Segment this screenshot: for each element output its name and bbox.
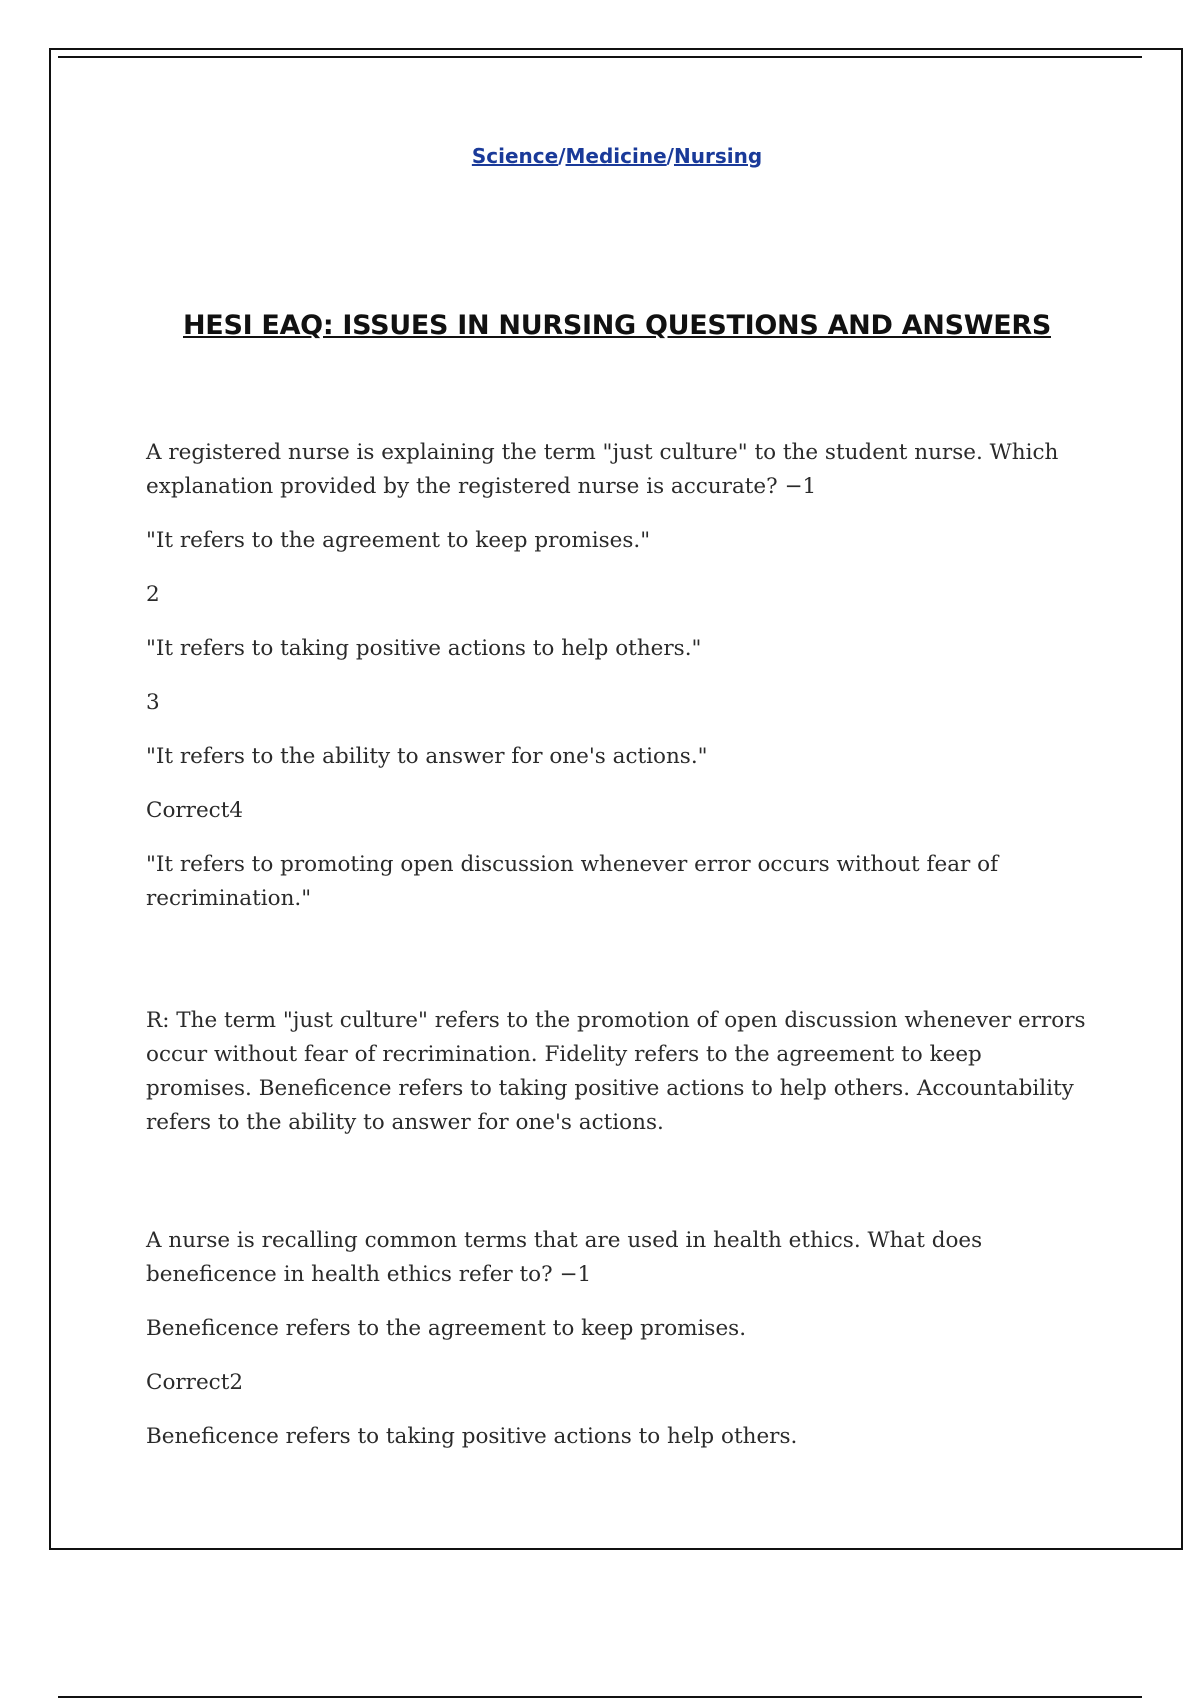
question-1-option-number: 3: [146, 690, 160, 715]
question-1-rationale: R: The term "just culture" refers to the promotion of open discussion whenever errors occur without fear of recrimination. Fidelity refers to the agreement to keep promises. Beneficence refers to taking positive actions to help others. Accountability refers to the ability to answer for one's actions.: [146, 1008, 1086, 1135]
breadcrumb-separator: /: [558, 144, 566, 168]
question-2-option-1: Beneficence refers to the agreement to keep promises.: [146, 1316, 747, 1341]
question-2-option-2: Beneficence refers to taking positive actions to help others.: [146, 1424, 798, 1449]
document-body: [146, 436, 1086, 1474]
question-1-option-3: "It refers to the ability to answer for one's actions.": [146, 744, 708, 769]
question-2-prompt: A nurse is recalling common terms that are used in health ethics. What does beneficence in health ethics refer to? −1: [146, 1228, 983, 1287]
question-1-option-2: "It refers to taking positive actions to help others.": [146, 636, 702, 661]
bottom-rule: [58, 1696, 1142, 1698]
breadcrumb: [0, 144, 1200, 168]
question-1-option-number: 2: [146, 582, 160, 607]
breadcrumb-link-science[interactable]: Science: [471, 144, 559, 168]
breadcrumb-link-medicine[interactable]: Medicine: [565, 144, 667, 168]
question-2-correct-marker: Correct2: [146, 1370, 244, 1395]
question-1-option-4: "It refers to promoting open discussion whenever error occurs without fear of recrimination.": [146, 852, 999, 911]
question-1-correct-marker: Correct4: [146, 798, 244, 823]
breadcrumb-link-nursing[interactable]: Nursing: [673, 144, 763, 168]
document-title: HESI EAQ: ISSUES IN NURSING QUESTIONS AND ANSWERS: [183, 310, 1051, 341]
breadcrumb-separator: /: [666, 144, 674, 168]
question-1-prompt: A registered nurse is explaining the term "just culture" to the student nurse. Which explanation provided by the registered nurse is accurate? −1: [146, 440, 1059, 499]
question-1-option-1: "It refers to the agreement to keep promises.": [146, 528, 651, 553]
